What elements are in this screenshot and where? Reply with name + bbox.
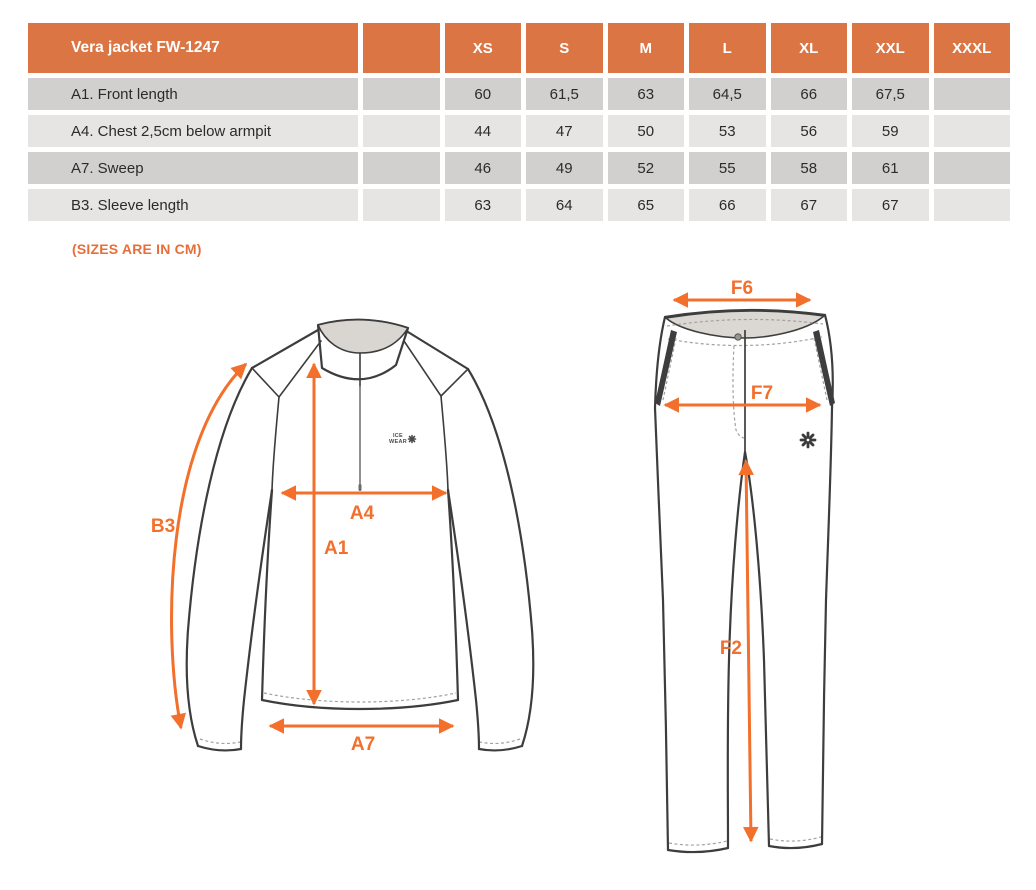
f6-label: F6 [730,280,754,299]
jacket-zipper-pull [359,484,362,491]
size-value: 49 [526,152,603,184]
table-title: Vera jacket FW-1247 [28,23,358,73]
size-value: 47 [526,115,603,147]
pants-right-hem [769,844,822,848]
size-value: 66 [771,78,848,110]
size-value: 61,5 [526,78,603,110]
size-header-xl: XL [771,23,848,73]
jacket-left-sleeve-inner [241,490,272,749]
jacket-collar-inner [318,320,408,353]
jacket-right-yoke-edge [441,369,468,396]
pants-measure-arrows [665,280,820,841]
size-value: 67 [852,189,929,221]
size-value: 61 [852,152,929,184]
size-value: 44 [445,115,522,147]
a1-label: A1 [324,538,349,559]
row-label: A4. Chest 2,5cm below armpit [28,115,358,147]
jacket-right-sleeve-inner [448,490,479,749]
a7-label: A7 [350,734,376,755]
size-value: 63 [445,189,522,221]
f2-label: F2 [719,638,742,659]
a4-label: A4 [349,503,375,524]
pants-left-hem-stitch [669,841,727,845]
sizes-unit-note: (SIZES ARE IN CM) [72,241,202,257]
row-spacer [363,115,440,147]
pants-button [735,334,741,340]
size-value: 67 [771,189,848,221]
size-header-xs: XS [445,23,522,73]
size-header-l: L [689,23,766,73]
size-header-s: S [526,23,603,73]
size-value: 60 [445,78,522,110]
pants-measurement-diagram [645,280,845,880]
b3-sleeve-arrow [172,364,246,728]
row-spacer [363,152,440,184]
b3-label: B3 [150,516,176,537]
jacket-logo-snowflake-icon [409,436,416,443]
row-label: B3. Sleeve length [28,189,358,221]
size-value [934,78,1011,110]
jacket-hem [262,700,458,709]
jacket-left-cuff [198,746,241,750]
jacket-right-cuff-stitch [480,739,520,743]
size-value: 66 [689,189,766,221]
f7-label: F7 [750,383,774,404]
row-label: A1. Front length [28,78,358,110]
jacket-left-sleeve-outer [187,368,252,746]
row-label: A7. Sweep [28,152,358,184]
size-value: 46 [445,152,522,184]
jacket-right-cuff [479,746,522,750]
size-header-m: M [608,23,685,73]
size-value: 64 [526,189,603,221]
size-header-xxl: XXL [852,23,929,73]
jacket-right-raglan-seam [441,396,448,490]
pants-left-hem [668,848,728,852]
jacket-logo-wear: WEAR [388,439,408,445]
size-chart-table [28,23,1010,221]
jacket-right-sleeve-outer [468,369,533,746]
size-value: 56 [771,115,848,147]
size-value: 53 [689,115,766,147]
jacket-hem-stitch [264,693,456,702]
size-value: 67,5 [852,78,929,110]
row-spacer [363,189,440,221]
pants-snowflake-icon [801,433,815,447]
size-value [934,189,1011,221]
jacket-right-shoulder [408,332,468,369]
pants-outline-drawing [655,310,835,852]
f2-inseam-arrow [746,461,751,841]
size-value [934,152,1011,184]
size-value: 63 [608,78,685,110]
jacket-measurement-diagram [140,300,555,762]
jacket-left-raglan-seam [272,397,279,490]
jacket-outline-drawing [187,320,534,751]
jacket-logo-ice: ICE [392,433,404,439]
table-header-spacer [363,23,440,73]
size-value: 65 [608,189,685,221]
pants-right-hem-stitch [770,837,821,841]
pants-fly-stitch [733,346,744,438]
jacket-left-yoke-edge [252,368,279,397]
size-value: 59 [852,115,929,147]
size-value: 58 [771,152,848,184]
jacket-left-cuff-stitch [200,739,240,743]
pants-left-leg-outer [655,408,668,850]
size-value: 64,5 [689,78,766,110]
size-value: 55 [689,152,766,184]
size-header-xxxl: XXXL [934,23,1011,73]
size-value: 50 [608,115,685,147]
size-value [934,115,1011,147]
row-spacer [363,78,440,110]
size-value: 52 [608,152,685,184]
jacket-left-shoulder [252,330,318,368]
pants-right-leg-outer [822,408,832,844]
